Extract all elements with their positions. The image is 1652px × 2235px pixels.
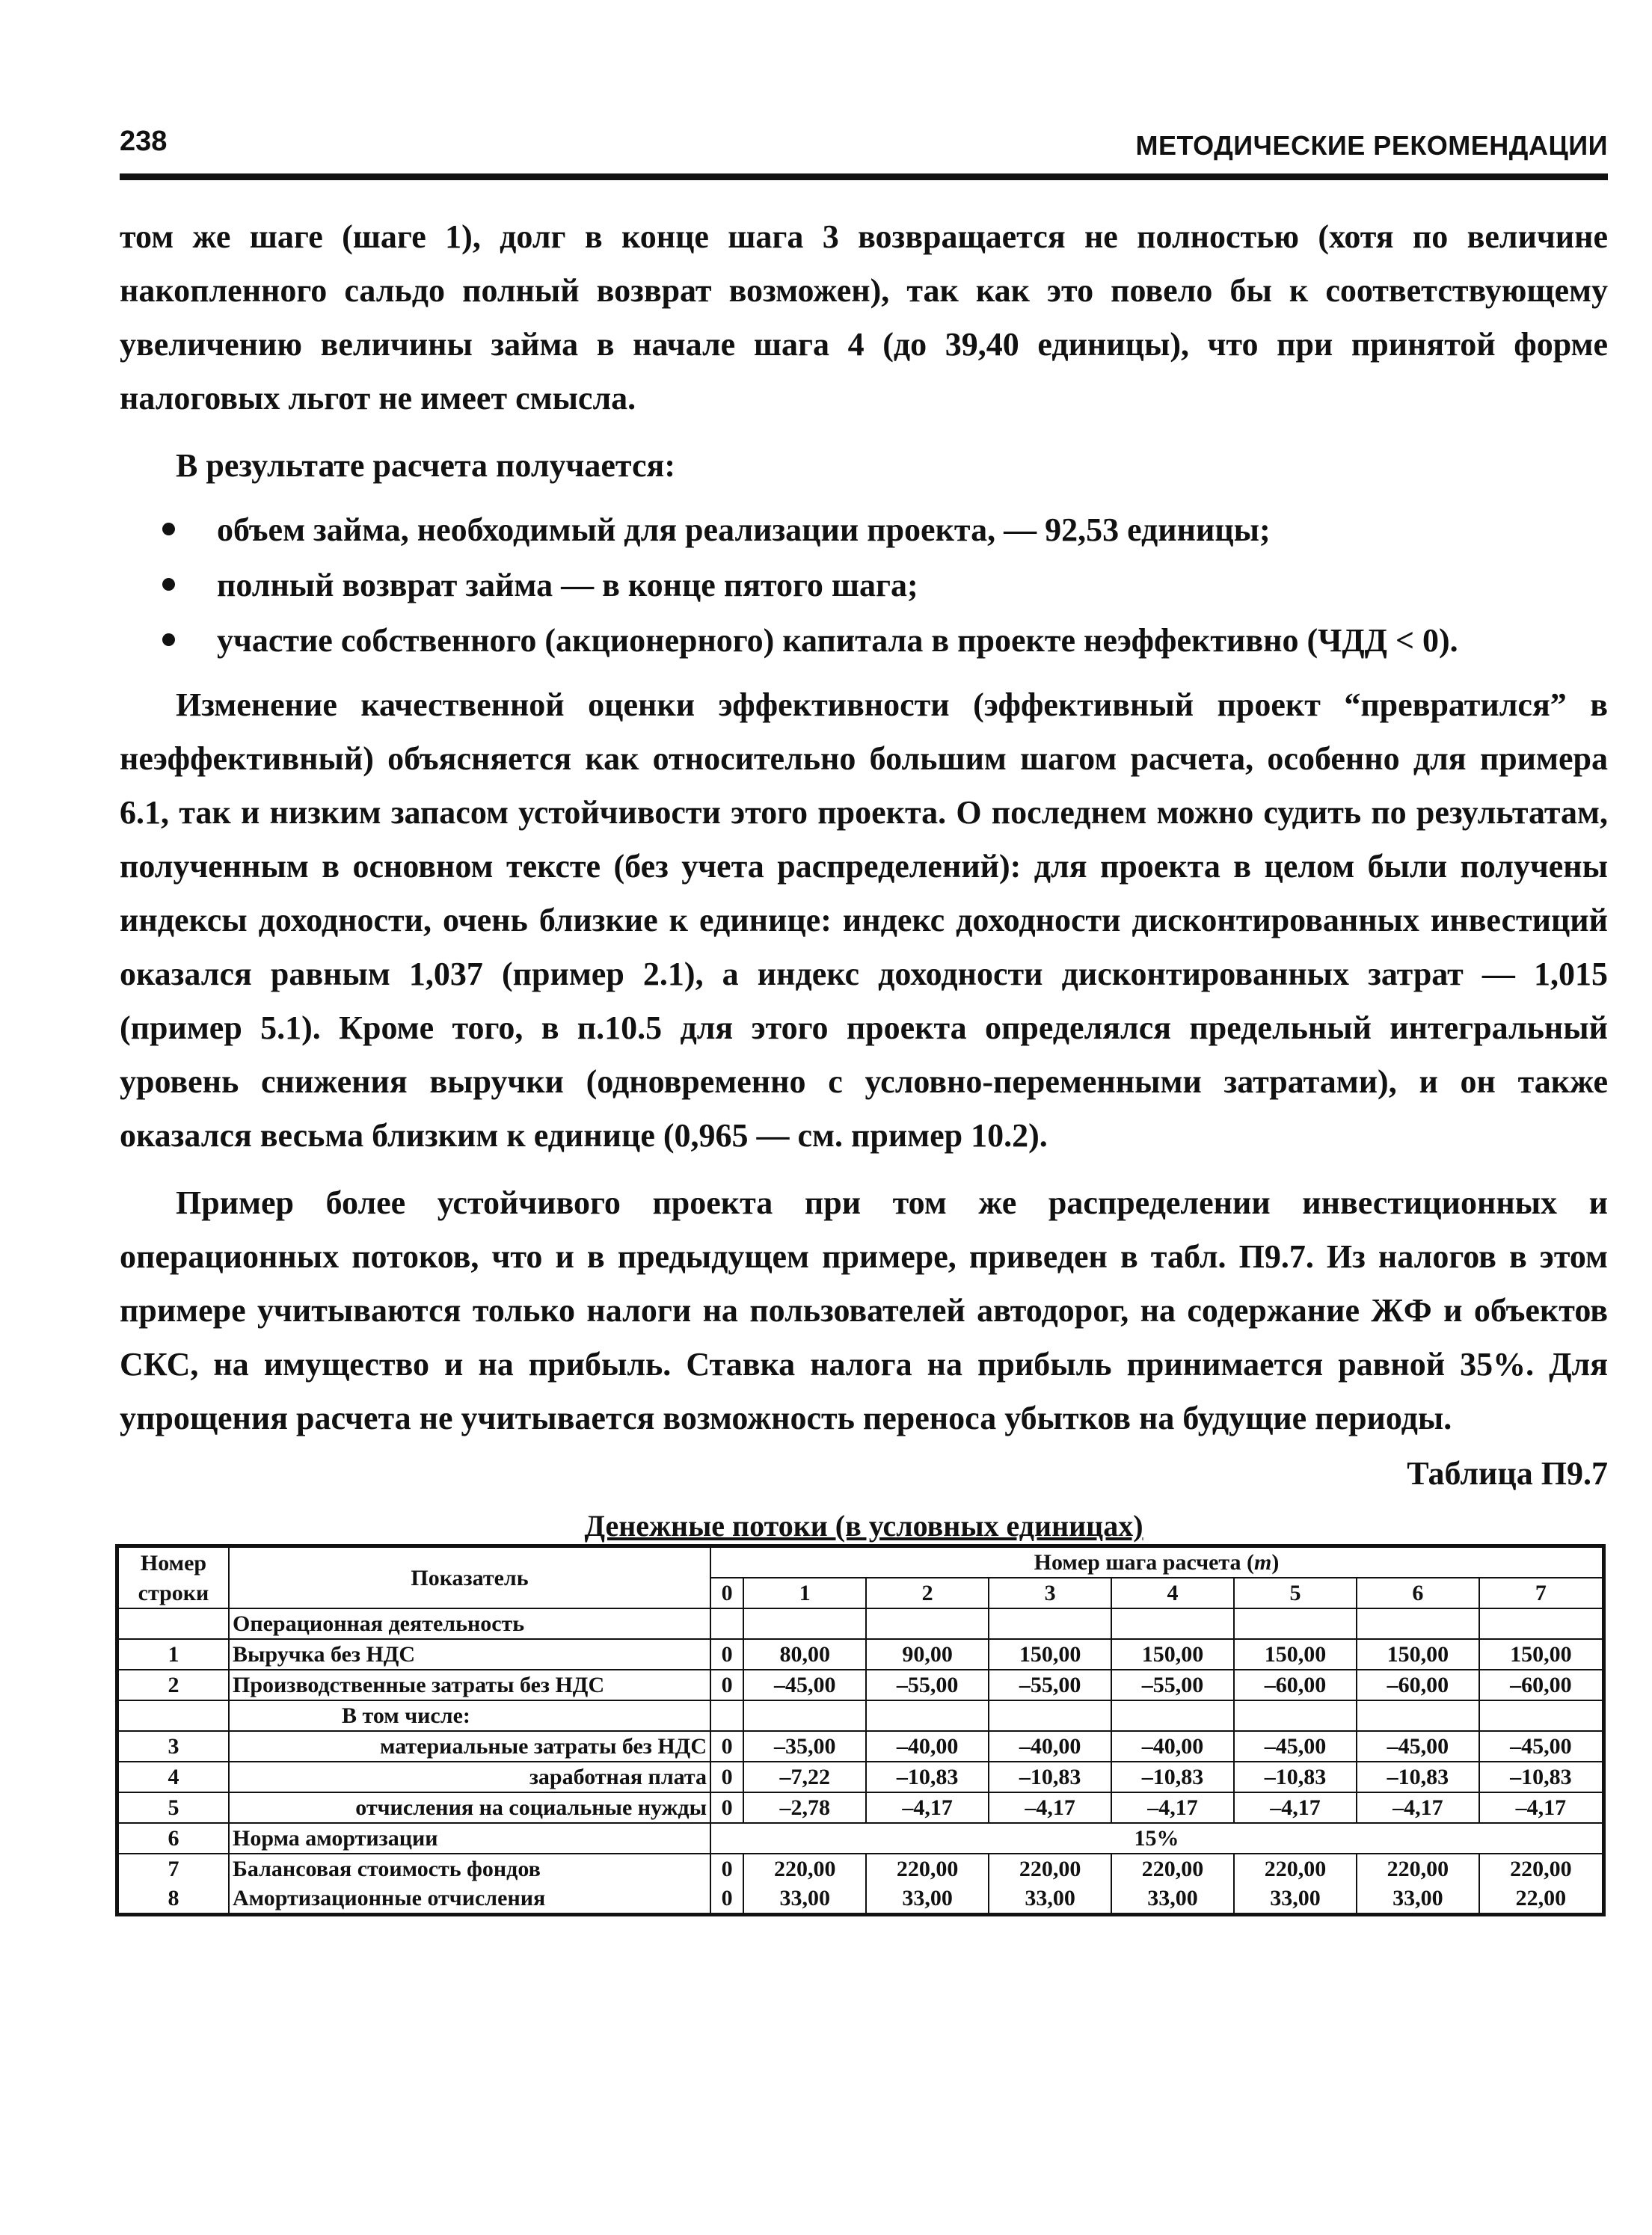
cell: –4,17 [989,1792,1111,1823]
steps-header [710,1546,1604,1578]
cell: 33,00 [1234,1884,1357,1915]
cell: 0 [710,1762,743,1792]
table-row [117,1639,1604,1670]
paragraph-4: Пример более устойчивого проекта при том же распределении инвестиционных и операционных потоков, что и в предыдущем примере, приведен в табл. П9.7. Из налогов в этом примере учитываются только налоги на пользователей автодорог, на содержание ЖФ и объектов СКС, на имущество и на прибыль. Ставка налога на прибыль принимается равной 35%. Для упрощения расчета не учитывается возможность переноса убытков на будущие периоды. [120,1184,1608,1436]
bullet-text: полный возврат займа — в конце пятого шага; [217,567,918,603]
merged-cell: 15% [710,1823,1604,1854]
table-row [117,1823,1604,1854]
cell: 220,00 [866,1854,989,1884]
cell: –2,78 [743,1792,866,1823]
row-number-header-2: строки [117,1578,230,1608]
cell: –10,83 [1479,1762,1604,1792]
table-row [117,1670,1604,1700]
cell: –4,17 [1111,1792,1234,1823]
cell: –60,00 [1479,1670,1604,1700]
cell: –4,17 [1357,1792,1479,1823]
cell: 150,00 [1111,1639,1234,1670]
table-row [117,1884,1604,1915]
cell: 150,00 [1479,1639,1604,1670]
cell: –10,83 [1234,1762,1357,1792]
cell: –60,00 [1234,1670,1357,1700]
bullet-item [120,559,1608,612]
row-label: Выручка без НДС [229,1639,710,1670]
table-row [117,1792,1604,1823]
bullet-icon [162,523,175,535]
step-header: 4 [1111,1578,1234,1608]
cell: 0 [710,1854,743,1884]
indicator-header: Показатель [229,1546,710,1609]
cell: 33,00 [866,1884,989,1915]
step-header: 1 [743,1578,866,1608]
cell: 220,00 [743,1854,866,1884]
cell: –40,00 [989,1731,1111,1762]
row-label: заработная плата [229,1762,710,1792]
row-number: 8 [117,1884,230,1915]
cell: 0 [710,1792,743,1823]
cell: 33,00 [1357,1884,1479,1915]
step-header: 5 [1234,1578,1357,1608]
row-number: 2 [117,1670,230,1700]
cell: –40,00 [1111,1731,1234,1762]
row-label: Производственные затраты без НДС [229,1670,710,1700]
bullet-list [120,503,1608,668]
cell: –4,17 [866,1792,989,1823]
cell: –10,83 [1111,1762,1234,1792]
step-header: 2 [866,1578,989,1608]
cell: –60,00 [1357,1670,1479,1700]
bullet-icon [162,578,175,591]
cell: 0 [710,1670,743,1700]
cell: –7,22 [743,1762,866,1792]
cell: 220,00 [1111,1854,1234,1884]
bullet-item [120,614,1608,668]
body-text [120,210,1608,1445]
table-title: Денежные потоки (в условных единицах) [584,1509,1143,1543]
cell: 0 [710,1884,743,1915]
cell: 220,00 [1234,1854,1357,1884]
cell: 33,00 [989,1884,1111,1915]
cell: 150,00 [989,1639,1111,1670]
cell: –4,17 [1479,1792,1604,1823]
cell: –45,00 [1234,1731,1357,1762]
cell: –55,00 [866,1670,989,1700]
page-header [120,120,1608,172]
step-header: 3 [989,1578,1111,1608]
bullet-text: участие собственного (акционерного) капитала в проекте неэффективно (ЧДД < 0). [217,622,1458,659]
cell: –55,00 [989,1670,1111,1700]
book-page [120,120,1608,1916]
cell: 220,00 [989,1854,1111,1884]
row-number: 3 [117,1731,230,1762]
cell: –40,00 [866,1731,989,1762]
row-number: 7 [117,1854,230,1884]
cell: –55,00 [1111,1670,1234,1700]
bullet-icon [162,633,175,646]
running-title: МЕТОДИЧЕСКИЕ РЕКОМЕНДАЦИИ [1135,130,1608,161]
page-number: 238 [120,126,168,157]
cell: –10,83 [866,1762,989,1792]
step-header: 7 [1479,1578,1604,1608]
section-heading: Операционная деятельность [229,1608,710,1639]
cell: 0 [710,1639,743,1670]
paragraph-3: Изменение качественной оценки эффективности (эффективный проект “превратился” в неэффективный) объясняется как относительно большим шагом расчета, особенно для примера 6.1, так и низким запасом устойчивости этого проекта. О последнем можно судить по результатам, полученным в основном тексте (без учета распределений): для проекта в целом были получены индексы доходности, очень близкие к единице: индекс доходности дисконтированных инвестиций оказался равным 1,037 (пример 2.1), а индекс доходности дисконтированных затрат — 1,015 (пример 5.1). Кроме того, в п.10.5 для этого проекта определялся предельный интегральный уровень снижения выручки (одновременно с условно-переменными затратами), и он также оказался весьма близким к единице (0,965 — см. пример 10.2). [120,686,1608,1154]
table-row [117,1854,1604,1884]
cell: –35,00 [743,1731,866,1762]
row-label: материальные затраты без НДС [229,1731,710,1762]
cash-flow-table [115,1544,1606,1916]
bullet-text: объем займа, необходимый для реализации проекта, — 92,53 единицы; [217,511,1271,548]
cell: 90,00 [866,1639,989,1670]
table-row [117,1762,1604,1792]
row-number: 4 [117,1762,230,1792]
table-row [117,1731,1604,1762]
cell: 33,00 [1111,1884,1234,1915]
cell: 150,00 [1357,1639,1479,1670]
steps-header-label: Номер шага расчета (m) [1034,1550,1280,1575]
cell: 80,00 [743,1639,866,1670]
table-header-row [117,1546,1604,1578]
row-number-header: Номер [117,1546,230,1578]
cell: 220,00 [1479,1854,1604,1884]
step-header: 6 [1357,1578,1479,1608]
cell: 220,00 [1357,1854,1479,1884]
table-label: Таблица П9.7 [1407,1455,1608,1492]
table-row [117,1700,1604,1731]
cell: 150,00 [1234,1639,1357,1670]
cell: –45,00 [1479,1731,1604,1762]
paragraph-1: том же шаге (шаге 1), долг в конце шага 3 возвращается не полностью (хотя по величине накопленного сальдо полный возврат возможен), так как это повело бы к соответствующему увеличению величины займа в начале шага 4 (до 39,40 единицы), что при принятой форме налоговых льгот не имеет смысла. [120,218,1608,416]
cell: –10,83 [1357,1762,1479,1792]
cell: –45,00 [743,1670,866,1700]
cell: –10,83 [989,1762,1111,1792]
cell: 0 [710,1731,743,1762]
row-sublabel: В том числе: [229,1700,710,1731]
row-number: 6 [117,1823,230,1854]
cell: 33,00 [743,1884,866,1915]
row-number: 1 [117,1639,230,1670]
row-label: отчисления на социальные нужды [229,1792,710,1823]
cell: –4,17 [1234,1792,1357,1823]
table-row [117,1608,1604,1639]
cell: –45,00 [1357,1731,1479,1762]
step-header: 0 [710,1578,743,1608]
row-label: Балансовая стоимость фондов [229,1854,710,1884]
bullet-item [120,503,1608,557]
row-number: 5 [117,1792,230,1823]
paragraph-2: В результате расчета получается: [176,447,675,484]
header-rule-thick [120,173,1608,180]
row-label: Норма амортизации [229,1823,710,1854]
cell: 22,00 [1479,1884,1604,1915]
row-label: Амортизационные отчисления [229,1884,710,1915]
